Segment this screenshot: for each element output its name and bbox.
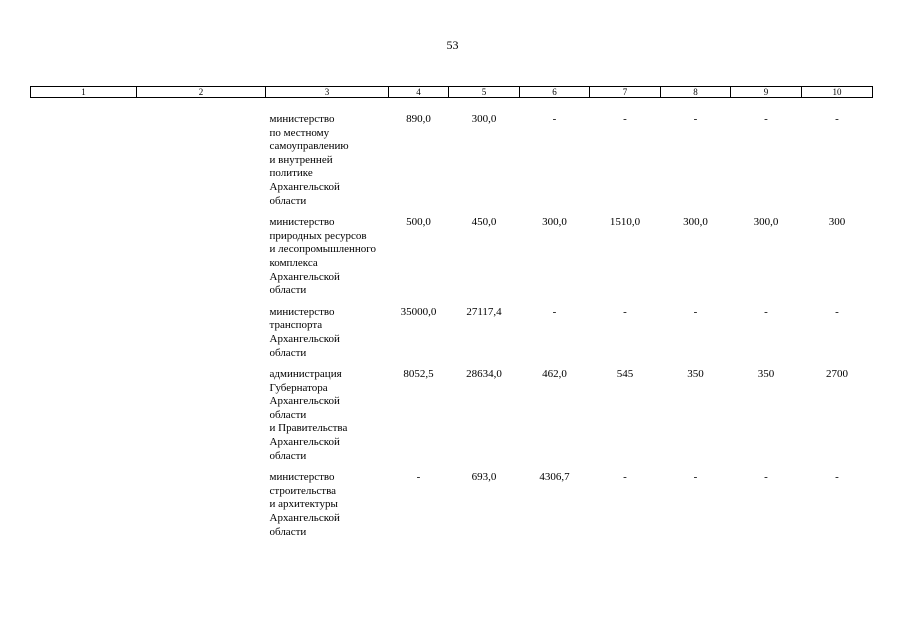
- column-number-header: 4: [389, 87, 449, 98]
- value-cell: -: [693, 305, 698, 318]
- value-cell: 300: [828, 216, 846, 229]
- column-number-header: 3: [266, 87, 389, 98]
- organization-name-line: политике: [269, 167, 313, 180]
- table-cell: [31, 471, 137, 547]
- column-number-header: 9: [731, 87, 802, 98]
- organization-name-line: самоуправлению: [269, 140, 349, 153]
- organization-name-line: области: [269, 449, 307, 462]
- value-cell: -: [835, 471, 839, 484]
- table-cell: [137, 98, 266, 217]
- table-row: [31, 471, 873, 547]
- value-cell: 4306,7: [539, 471, 570, 484]
- column-number-header: 6: [520, 87, 590, 98]
- value-cell: -: [416, 471, 421, 484]
- value-cell: -: [835, 305, 839, 318]
- value-cell: 350: [757, 368, 775, 381]
- value-cell: 35000,0: [400, 305, 437, 318]
- organization-name-cell: [266, 471, 389, 547]
- table-cell: [31, 306, 137, 368]
- value-cell: -: [693, 113, 698, 125]
- table-cell: [137, 306, 266, 368]
- table-cell: [31, 216, 137, 306]
- organization-name-line: Архангельской: [269, 512, 340, 525]
- organization-name-cell: [266, 216, 389, 306]
- table-cell: [31, 368, 137, 471]
- value-cell: 350: [687, 368, 704, 381]
- organization-name-line: области: [269, 408, 307, 421]
- organization-name-line: и внутренней: [269, 153, 333, 166]
- table-row: [31, 98, 873, 217]
- organization-name-line: министерство: [269, 471, 335, 484]
- organization-name-cell: [266, 368, 389, 471]
- value-cell: -: [835, 113, 839, 125]
- value-cell: -: [764, 305, 768, 318]
- value-cell: -: [623, 471, 627, 484]
- organization-name-line: Губернатора: [269, 381, 328, 394]
- column-number-header: 10: [802, 87, 873, 98]
- table-cell: [137, 368, 266, 471]
- organization-name-line: министерство: [269, 305, 335, 318]
- value-cell: 450,0: [471, 216, 497, 229]
- organization-name-line: области: [269, 284, 307, 297]
- value-cell: -: [623, 305, 627, 318]
- organization-name-line: администрация: [269, 368, 342, 381]
- column-number-header: 5: [449, 87, 520, 98]
- organization-name-line: Архангельской: [269, 395, 340, 408]
- value-cell: 300,0: [542, 216, 567, 229]
- table-row: [31, 216, 873, 306]
- value-cell: 27117,4: [466, 305, 502, 318]
- table-cell: [137, 471, 266, 547]
- value-cell: 890,0: [406, 113, 431, 125]
- value-cell: 2700: [826, 368, 848, 381]
- column-number-header: 7: [590, 87, 661, 98]
- organization-name-line: строительства: [269, 484, 337, 497]
- organization-name-cell: [266, 306, 389, 368]
- organization-name-line: и Правительства: [269, 422, 348, 435]
- organization-name-cell: [266, 98, 389, 217]
- organization-name-line: Архангельской: [269, 180, 340, 193]
- value-cell: 300,0: [753, 216, 779, 229]
- value-cell: 8052,5: [403, 368, 434, 381]
- page-number: 53: [446, 38, 459, 52]
- organization-name-line: природных ресурсов: [269, 229, 367, 242]
- value-cell: 462,0: [542, 368, 567, 381]
- organization-name-line: Архангельской: [269, 436, 340, 449]
- organization-name-line: и лесопромышленного: [269, 243, 377, 256]
- budget-table: [30, 86, 873, 547]
- table-row: [31, 368, 873, 471]
- value-cell: -: [764, 471, 768, 484]
- table-row: [31, 306, 873, 368]
- value-cell: 300,0: [471, 113, 497, 125]
- column-number-header: 1: [31, 87, 137, 98]
- value-cell: -: [693, 471, 698, 484]
- value-cell: 500,0: [406, 216, 431, 229]
- column-number-header: 8: [661, 87, 731, 98]
- organization-name-line: и архитектуры: [269, 498, 338, 511]
- value-cell: -: [552, 113, 557, 125]
- value-cell: -: [764, 113, 768, 125]
- table-cell: [31, 98, 137, 217]
- organization-name-line: области: [269, 194, 307, 207]
- organization-name-line: министерство: [269, 113, 335, 125]
- column-number-header: 2: [137, 87, 266, 98]
- organization-name-line: области: [269, 525, 307, 538]
- table-cell: [137, 216, 266, 306]
- organization-name-line: области: [269, 346, 307, 359]
- value-cell: 1510,0: [609, 216, 641, 229]
- value-cell: 300,0: [683, 216, 708, 229]
- column-number-header-row: [31, 87, 873, 98]
- organization-name-line: по местному: [269, 126, 330, 139]
- organization-name-line: министерство: [269, 216, 335, 229]
- value-cell: 693,0: [471, 471, 497, 484]
- value-cell: -: [552, 305, 557, 318]
- organization-name-line: Архангельской: [269, 332, 340, 345]
- value-cell: -: [623, 113, 627, 125]
- organization-name-line: транспорта: [269, 319, 323, 332]
- value-cell: 28634,0: [466, 368, 502, 381]
- organization-name-line: Архангельской: [269, 270, 340, 283]
- organization-name-line: комплекса: [269, 256, 318, 269]
- value-cell: 545: [616, 368, 634, 381]
